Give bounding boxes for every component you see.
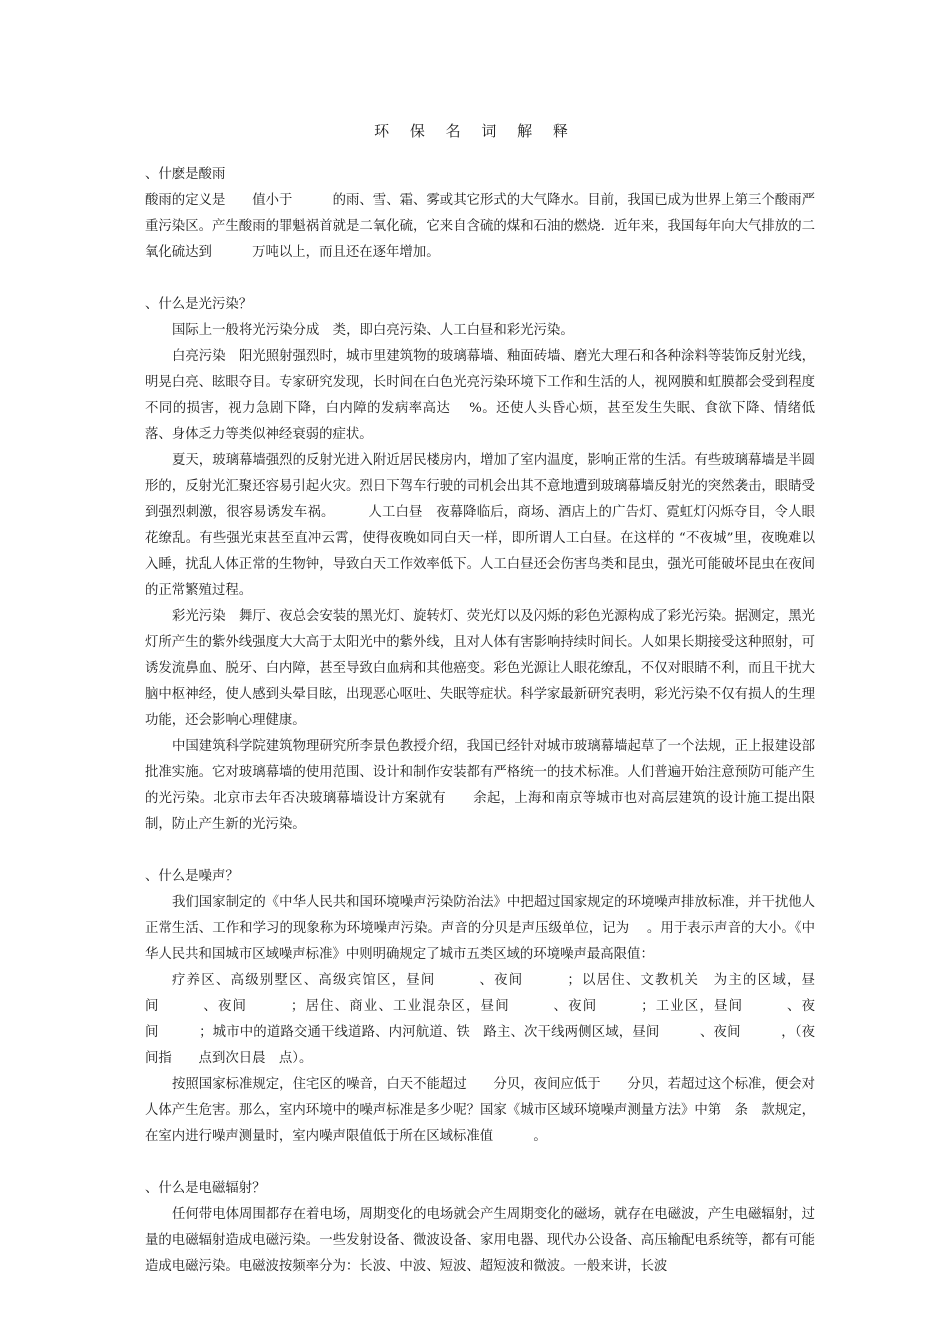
paragraph-noise-limits: 疗养区、高级别墅区、高级宾馆区，昼间 、夜间 ；以居住、文教机关 为主的区域，昼间 、夜间 ；居住、商业、工业混杂区，昼间 、夜间 ；工业区，昼间 、夜间 ；城市中的道路交通干线道路、内河航道、铁 路主、次干线两侧区域，昼间 、夜间 ，（夜间指 点到次日晨 点）。 (145, 973, 815, 1066)
section-spacer (145, 266, 815, 292)
section-spacer (145, 838, 815, 864)
paragraph-artificial-daylight: 夏天，玻璃幕墙强烈的反射光进入附近居民楼房内，增加了室内温度，影响正常的生活。有些玻璃幕墙是半圆形的，反射光汇聚还容易引起火灾。烈日下驾车行驶的司机会出其不意地遭到玻璃幕墙反射光的突然袭击，眼睛受到强烈刺激，很容易诱发车祸。 人工白昼 夜幕降临后，商场、酒店上的广告灯、霓虹灯闪烁夺目，令人眼花缭乱。有些强光束甚至直冲云霄，使得夜晚如同白天一样，即所谓人工白昼。在这样的 “不夜城”里，夜晚难以入睡，扰乱人体正常的生物钟，导致白天工作效率低下。人工白昼还会伤害鸟类和昆虫，强光可能破坏昆虫在夜间的正常繁殖过程。 (145, 453, 815, 598)
section-heading-electromagnetic: 、什么是电磁辐射？ (145, 1181, 266, 1196)
paragraph-electromagnetic: 任何带电体周围都存在着电场，周期变化的电场就会产生周期变化的磁场，就存在电磁波，产生电磁辐射，过量的电磁辐射造成电磁污染。一些发射设备、微波设备、家用电器、现代办公设备、高压输配电系统等，都有可能造成电磁污染。电磁波按频率分为：长波、中波、短波、超短波和微波。一般来讲，长波 (145, 1207, 815, 1274)
section-heading-light-pollution: 、什么是光污染？ (145, 297, 253, 312)
paragraph-colored-light: 彩光污染 舞厅、夜总会安装的黑光灯、旋转灯、荧光灯以及闪烁的彩色光源构成了彩光污染。据测定，黑光灯所产生的紫外线强度大大高于太阳光中的紫外线，且对人体有害影响持续时间长。人如果长期接受这种照射，可诱发流鼻血、脱牙、白内障，甚至导致白血病和其他癌变。彩色光源让人眼花缭乱，不仅对眼睛不利，而且干扰大脑中枢神经，使人感到头晕目眩，出现恶心呕吐、失眠等症状。科学家最新研究表明，彩光污染不仅有损人的生理功能，还会影响心理健康。 (145, 609, 815, 728)
document-title: 环 保 名 词 解 释 (374, 122, 576, 140)
paragraph-noise-law: 我们国家制定的《中华人民共和国环境噪声污染防治法》中把超过国家规定的环境噪声排放标准，并干扰他人正常生活、工作和学习的现象称为环境噪声污染。声音的分贝是声压级单位，记为 。用于表示声音的大小。《中华人民共和国城市区域噪声标准》中则明确规定了城市五类区域的环境噪声最高限值： (145, 895, 815, 962)
paragraph-acid-rain-definition: 酸雨的定义是 值小于 的雨、雪、霜、雾或其它形式的大气降水。目前，我国已成为世界上第三个酸雨严重污染区。产生酸雨的罪魁祸首就是二氧化硫，它来自含硫的煤和石油的燃烧．近年来，我国每年向大气排放的二氧化硫达到 万吨以上，而且还在逐年增加。 (145, 193, 815, 260)
paragraph-indoor-noise: 按照国家标准规定，住宅区的噪音，白天不能超过 分贝，夜间应低于 分贝，若超过这个标准，便会对人体产生危害。那么，室内环境中的噪声标准是多少呢？国家《城市区域环境噪声测量方法》中第 条 款规定，在室内进行噪声测量时，室内噪声限值低于所在区域标准值 。 (145, 1077, 815, 1144)
section-spacer (145, 1150, 815, 1176)
document-body (145, 162, 815, 1280)
paragraph-glass-curtain-regulation: 中国建筑科学院建筑物理研究所李景色教授介绍，我国已经针对城市玻璃幕墙起草了一个法规，正上报建设部批准实施。它对玻璃幕墙的使用范围、设计和制作安装都有严格统一的技术标准。人们普遍开始注意预防可能产生的光污染。北京市去年否决玻璃幕墙设计方案就有 余起，上海和南京等城市也对高层建筑的设计施工提出限制，防止产生新的光污染。 (145, 739, 815, 832)
paragraph-light-types: 国际上一般将光污染分成 类，即白亮污染、人工白昼和彩光污染。 (172, 323, 574, 338)
section-heading-acid-rain: 、什麽是酸雨 (145, 167, 226, 182)
section-heading-noise: 、什么是噪声？ (145, 869, 239, 884)
paragraph-white-light: 白亮污染 阳光照射强烈时，城市里建筑物的玻璃幕墙、釉面砖墙、磨光大理石和各种涂料等装饰反射光线，明晃白亮、眩眼夺目。专家研究发现，长时间在白色光亮污染环境下工作和生活的人，视网膜和虹膜都会受到程度不同的损害，视力急剧下降，白内障的发病率高达 %。还使人头昏心烦，甚至发生失眠、食欲下降、情绪低落、身体乏力等类似神经衰弱的症状。 (145, 349, 815, 442)
